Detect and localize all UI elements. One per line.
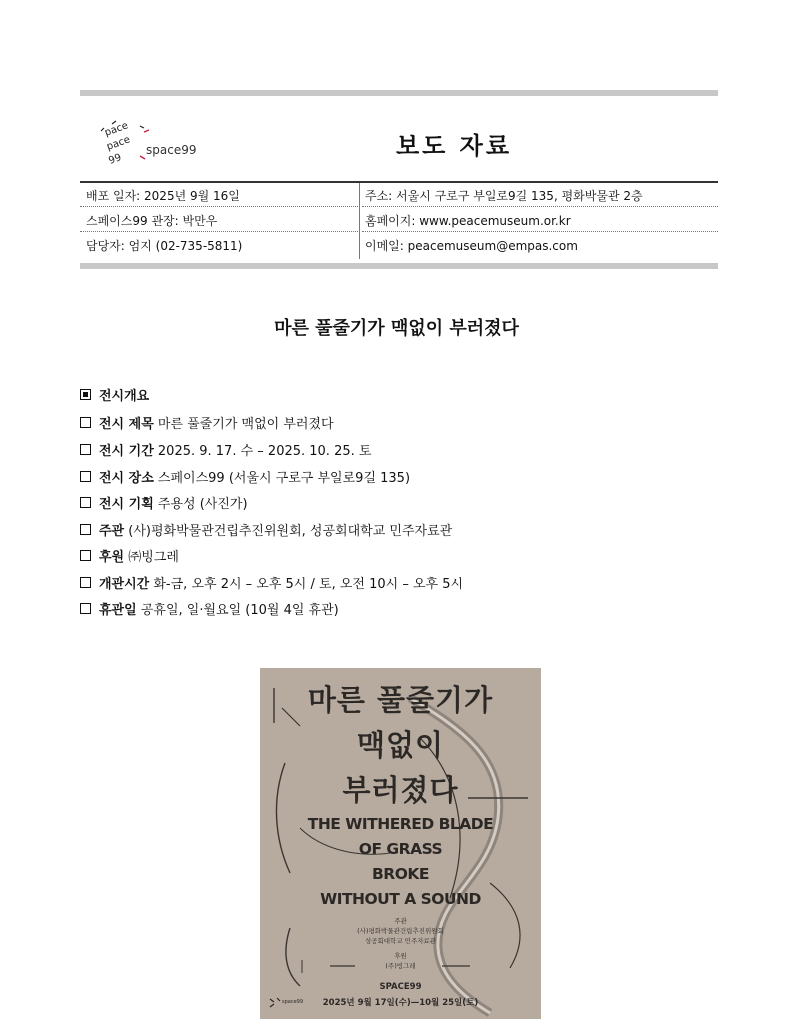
svg-text:pace: pace: [105, 134, 132, 153]
poster-title-kr-line: 마른 풀줄기가: [307, 683, 494, 717]
checkbox-icon: [80, 603, 91, 614]
overview-item: 전시 장소 스페이스99 (서울시 구로구 부일로9길 135): [80, 467, 410, 486]
poster-logo-icon: [268, 996, 282, 1010]
poster-dates: 2025년 9월 17일(수)—10월 25일(토): [322, 998, 479, 1008]
row-separator: [362, 231, 718, 232]
checkbox-icon: [80, 417, 91, 428]
header-bottom-bar: [80, 263, 718, 269]
poster-organizer-label: 주관: [394, 917, 407, 925]
release-date: 배포 일자: 2025년 9월 16일: [86, 189, 240, 203]
checkbox-icon: [80, 524, 91, 535]
checkbox-icon: [80, 550, 91, 561]
overview-item: 후원 ㈜빙그레: [80, 546, 179, 565]
poster-logo-text: space99: [282, 999, 304, 1005]
poster-title-en-line: OF GRASS: [358, 840, 443, 858]
exhibition-poster: [260, 668, 541, 1019]
poster-organizer: (사)평화박물관건립추진위원회: [357, 927, 444, 935]
checkbox-icon: [80, 444, 91, 455]
poster-sponsor: (주)빙그레: [385, 962, 416, 970]
poster-sponsor-label: 후원: [394, 952, 407, 960]
overview-item: 휴관일 공휴일, 일·월요일 (10월 4일 휴관): [80, 599, 339, 618]
svg-text:99: 99: [107, 152, 123, 167]
overview-item: 전시 제목 마른 풀줄기가 맥없이 부러졌다: [80, 413, 334, 432]
document-title: 마른 풀줄기가 맥없이 부러졌다: [274, 318, 519, 339]
address: 주소: 서울시 구로구 부일로9길 135, 평화박물관 2층: [365, 189, 643, 203]
poster-venue: SPACE99: [379, 982, 422, 992]
row-separator: [80, 231, 358, 232]
header-divider: [80, 181, 718, 183]
overview-item: 전시 기획 주용성 (사진가): [80, 493, 248, 512]
logo-label: space99: [146, 143, 197, 157]
checkbox-icon: [80, 471, 91, 482]
row-separator: [80, 206, 358, 207]
poster-organizer: 성공회대학교 민주자료관: [364, 937, 437, 945]
director: 스페이스99 관장: 박만우: [86, 214, 218, 228]
checkbox-icon: [80, 497, 91, 508]
poster-title-kr-line: 맥없이: [356, 728, 445, 762]
press-release-title: 보도 자료: [395, 132, 513, 160]
poster-title-kr-line: 부러졌다: [342, 773, 459, 807]
row-separator: [362, 206, 718, 207]
overview-heading: 전시개요: [80, 385, 149, 404]
overview-item: 전시 기간 2025. 9. 17. 수 – 2025. 10. 25. 토: [80, 440, 371, 459]
header-top-bar: [80, 90, 718, 96]
checkbox-icon: [80, 577, 91, 588]
poster-title-en-line: THE WITHERED BLADE: [307, 815, 494, 833]
overview-item: 주관 (사)평화박물관건립추진위원회, 성공회대학교 민주자료관: [80, 520, 452, 539]
poster-title-en-line: WITHOUT A SOUND: [320, 890, 481, 908]
contact-person: 담당자: 엄지 (02-735-5811): [86, 239, 243, 253]
filled-checkbox-icon: [80, 389, 91, 400]
overview-item: 개관시간 화-금, 오후 2시 – 오후 5시 / 토, 오전 10시 – 오후 5시: [80, 573, 463, 592]
poster-title-en-line: BROKE: [371, 865, 430, 883]
svg-text:pace: pace: [103, 120, 130, 139]
homepage-link[interactable]: 홈페이지: www.peacemuseum.or.kr: [365, 214, 571, 228]
email-link[interactable]: 이메일: peacemuseum@empas.com: [365, 239, 578, 253]
header-column-divider: [359, 183, 360, 259]
